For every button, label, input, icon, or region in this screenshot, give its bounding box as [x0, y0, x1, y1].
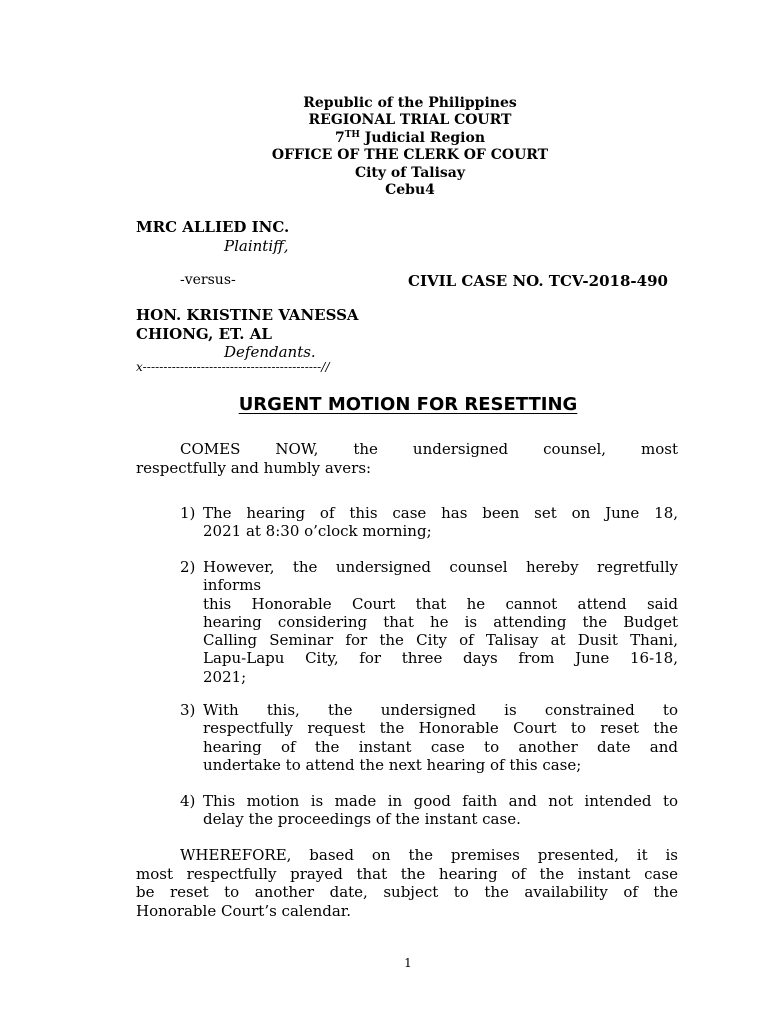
defendant-line-2: CHIONG, ET. AL: [136, 325, 272, 343]
plaintiff-role: Plaintiff,: [224, 237, 289, 255]
item-number: 1): [180, 504, 196, 522]
item-number: 4): [180, 792, 196, 810]
wherefore-line: [136, 846, 678, 865]
item-number: 3): [180, 701, 196, 719]
item-line: respectfully request the Honorable Court to reset the: [203, 719, 678, 738]
item-line: hearing considering that he is attending the Budget: [203, 612, 678, 631]
caption-separator: x-------------------------------------------//: [136, 360, 330, 374]
wherefore-paragraph: [136, 846, 678, 921]
item-line: informs: [203, 576, 262, 595]
case-number: CIVIL CASE NO. TCV-2018-490: [408, 272, 668, 290]
header-region: [0, 130, 768, 147]
item-line: Calling Seminar for the City of Talisay at Dusit Thani,: [203, 631, 678, 650]
document-title: [0, 394, 768, 415]
list-item: [180, 701, 678, 774]
intro-line-1-text: COMES NOW, the undersigned counsel, most: [180, 440, 678, 458]
header-province: Cebu4: [385, 182, 435, 199]
item-line: However, the undersigned counsel hereby regretfully: [203, 558, 678, 576]
court-header: [0, 95, 768, 199]
item-line: This motion is made in good faith and not intended to: [203, 792, 678, 810]
item-line: Lapu-Lapu City, for three days from June 16-18,: [203, 649, 678, 668]
item-line: delay the proceedings of the instant case.: [203, 810, 521, 829]
header-republic: Republic of the Philippines: [303, 95, 517, 111]
item-line: The hearing of this case has been set on June 18,: [203, 504, 678, 522]
region-text: Judicial Region: [359, 129, 485, 146]
wherefore-line-text: WHEREFORE, based on the premises presented, it is: [180, 846, 678, 864]
versus-label: -versus-: [180, 272, 236, 288]
item-number: 2): [180, 558, 196, 576]
item-line: 2021;: [203, 667, 247, 686]
item-line: 2021 at 8:30 o’clock morning;: [203, 522, 432, 541]
region-number: 7: [334, 129, 345, 146]
intro-line-1: [136, 440, 678, 459]
item-line: this Honorable Court that he cannot attend said: [203, 594, 678, 613]
defendant-line-1: HON. KRISTINE VANESSA: [136, 306, 359, 324]
item-line: With this, the undersigned is constrained to: [203, 701, 678, 719]
header-office: OFFICE OF THE CLERK OF COURT: [271, 147, 549, 164]
wherefore-line: Honorable Court’s calendar.: [136, 902, 352, 921]
intro-paragraph: [136, 440, 678, 477]
defendant-role: Defendants.: [224, 343, 316, 361]
region-superscript: TH: [344, 129, 360, 140]
wherefore-line: most respectfully prayed that the hearing of the instant case: [136, 864, 678, 883]
plaintiff-name: MRC ALLIED INC.: [136, 218, 290, 236]
item-line: undertake to attend the next hearing of this case;: [203, 755, 582, 774]
list-item: [180, 558, 678, 686]
title-text: URGENT MOTION FOR RESETTING: [238, 394, 578, 415]
list-item: [180, 792, 678, 829]
item-line: hearing of the instant case to another date and: [203, 737, 678, 756]
page-number: 1: [404, 956, 412, 970]
header-city: City of Talisay: [354, 164, 466, 181]
wherefore-line: be reset to another date, subject to the availability of the: [136, 883, 678, 902]
list-item: [180, 504, 678, 541]
intro-line-2: respectfully and humbly avers:: [136, 458, 372, 477]
header-court: REGIONAL TRIAL COURT: [308, 112, 512, 129]
